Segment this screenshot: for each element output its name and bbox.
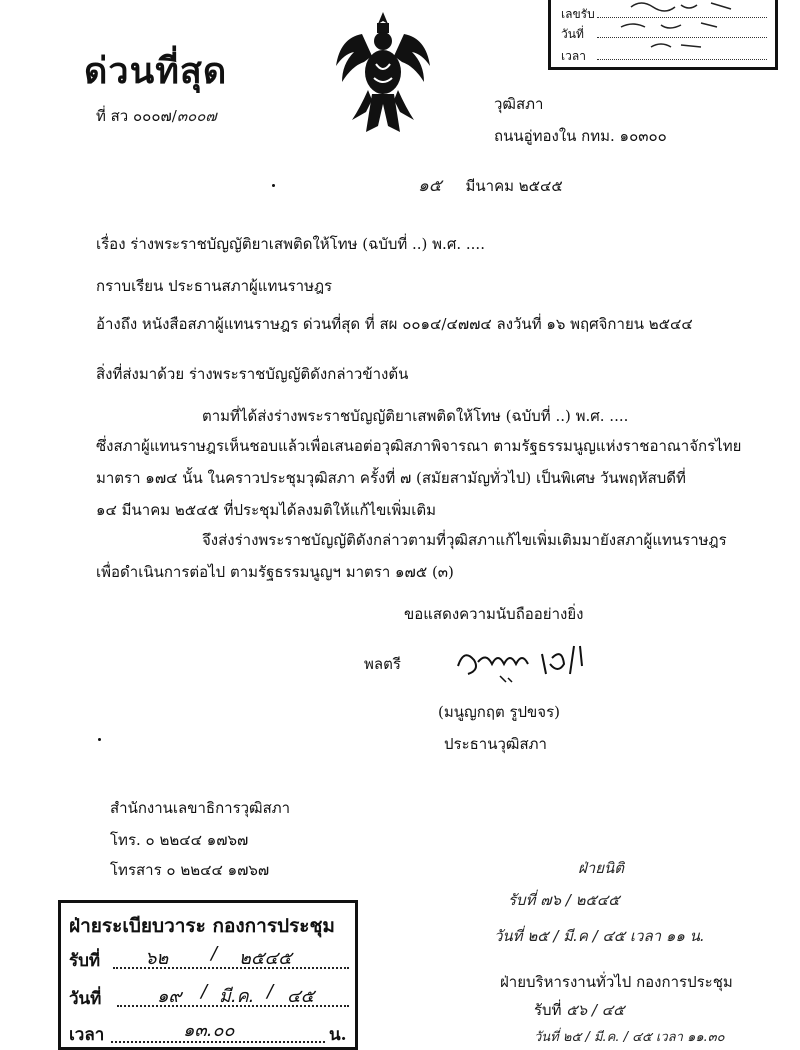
ops-date-handwritten: วันที่ ๒๕ / มี.ค. / ๔๕ เวลา ๑๑.๓๐ [534,1030,725,1045]
paragraph1-line4: ๑๔ มีนาคม ๒๕๔๕ ที่ประชุมได้ลงมติให้แก้ไขเพิ่มเติม [96,501,437,519]
contact-phone: โทร. ๐ ๒๒๔๔ ๑๗๖๗ [110,831,249,849]
paragraph1-line3: มาตรา ๑๗๔ นั้น ในคราวประชุมวุฒิสภา ครั้งที่ ๗ (สมัยสามัญทั่วไป) เป็นพิเศษ วันพฤหัสบดีที่ [96,469,686,487]
enclosure-line: สิ่งที่ส่งมาด้วย ร่างพระราชบัญญัติดังกล่าวข้างต้น [96,365,409,383]
paragraph1-line1: ตามที่ได้ส่งร่างพระราชบัญญัติยาเสพติดให้โทษ (ฉบับที่ ..) พ.ศ. .... [202,407,629,425]
agenda-recv-year-handwritten: ๒๕๔๕ [239,948,292,969]
reference-number [96,106,217,126]
paragraph1-line2: ซึ่งสภาผู้แทนราษฎรเห็นชอบแล้วเพื่อเสนอต่อวุฒิสภาพิจารณา ตามรัฐธรรมนูญแห่งราชอาณาจักรไทย [96,437,742,455]
stamp-handwriting [611,0,761,63]
closing-regards: ขอแสดงความนับถืออย่างยิ่ง [404,605,584,623]
date-month-year: มีนาคม ๒๕๔๕ [465,177,563,195]
signer-rank: พลตรี [364,655,401,673]
agenda-recv-label: รับที่ [69,951,101,971]
sender-org: วุฒิสภา [494,95,544,113]
sender-address: ถนนอู่ทองใน กทม. ๑๐๓๐๐ [494,127,667,145]
stamp-date-label: วันที่ [561,27,584,41]
reference-line: อ้างถึง หนังสือสภาผู้แทนราษฎร ด่วนที่สุด ที่ สผ ๐๐๑๔/๔๗๗๔ ลงวันที่ ๑๖ พฤศจิกายน ๒๕๔๔ [96,315,693,333]
stamp-time-label: เวลา [561,49,586,63]
ops-recv-handwritten: ๕๖ / ๔๕ [566,1001,625,1019]
agenda-date-label: วันที่ [69,989,102,1009]
signer-position: ประธานวุฒิสภา [444,735,547,753]
receipt-stamp-top [548,0,778,70]
letter-date [418,176,563,196]
signature-icon [448,632,608,690]
reference-number-handwritten: ๓๐๐๗ [176,107,217,125]
agenda-time-label: เวลา [69,1025,105,1045]
agenda-time-unit: น. [329,1025,347,1045]
agenda-recv-no-handwritten: ๖๒ [145,948,169,969]
paragraph2-line2: เพื่อดำเนินการต่อไป ตามรัฐธรรมนูญฯ มาตรา ๑๗๕ (๓) [96,563,454,581]
date-day-handwritten: ๑๕ [418,176,442,196]
agenda-date-day-handwritten: ๑๙ [157,986,182,1007]
garuda-emblem-icon [332,8,434,138]
ops-dept-label: ฝ่ายบริหารงานทั่วไป กองการประชุม [500,973,733,991]
signer-name: (มนูญกฤต รูปขจร) [438,703,560,721]
agenda-stamp-title: ฝ่ายระเบียบวาระ กองการประชุม [69,915,335,937]
contact-fax: โทรสาร ๐ ๒๒๔๔ ๑๗๖๗ [110,861,270,879]
ops-recv [534,1000,624,1020]
urgency-heading: ด่วนที่สุด [84,50,228,92]
agenda-date-month-handwritten: มี.ค. [219,986,255,1007]
legal-dept-handwritten: ฝ่ายนิติ [578,859,624,877]
salutation-line: กราบเรียน ประธานสภาผู้แทนราษฎร [96,277,333,295]
legal-recv-handwritten: รับที่ ๗๖ / ๒๕๔๕ [508,891,620,909]
scan-speck [98,738,101,741]
stamp-receipt-label: เลขรับ [561,7,595,21]
legal-date-handwritten: วันที่ ๒๕ / มี.ค / ๔๕ เวลา ๑๑ น. [494,927,705,945]
paragraph2-line1: จึงส่งร่างพระราชบัญญัติดังกล่าวตามที่วุฒิสภาแก้ไขเพิ่มเติมมายังสภาผู้แทนราษฎร [202,531,727,549]
ops-recv-label: รับที่ [534,1001,562,1019]
reference-prefix: ที่ สว ๐๐๐๗/ [96,107,177,125]
contact-office: สำนักงานเลขาธิการวุฒิสภา [110,799,291,817]
agenda-date-year-handwritten: ๔๕ [287,986,315,1007]
agenda-time-handwritten: ๑๓.๐๐ [183,1020,235,1041]
agenda-stamp: ฝ่ายระเบียบวาระ กองการประชุม รับที่ ๖๒ / ๒๕๔๕ วันที่ ๑๙ / มี.ค. / ๔๕ เวลา ๑๓.๐๐ น. [58,900,358,1050]
subject-line: เรื่อง ร่างพระราชบัญญัติยาเสพติดให้โทษ (ฉบับที่ ..) พ.ศ. .... [96,235,485,253]
scan-speck [272,184,275,187]
